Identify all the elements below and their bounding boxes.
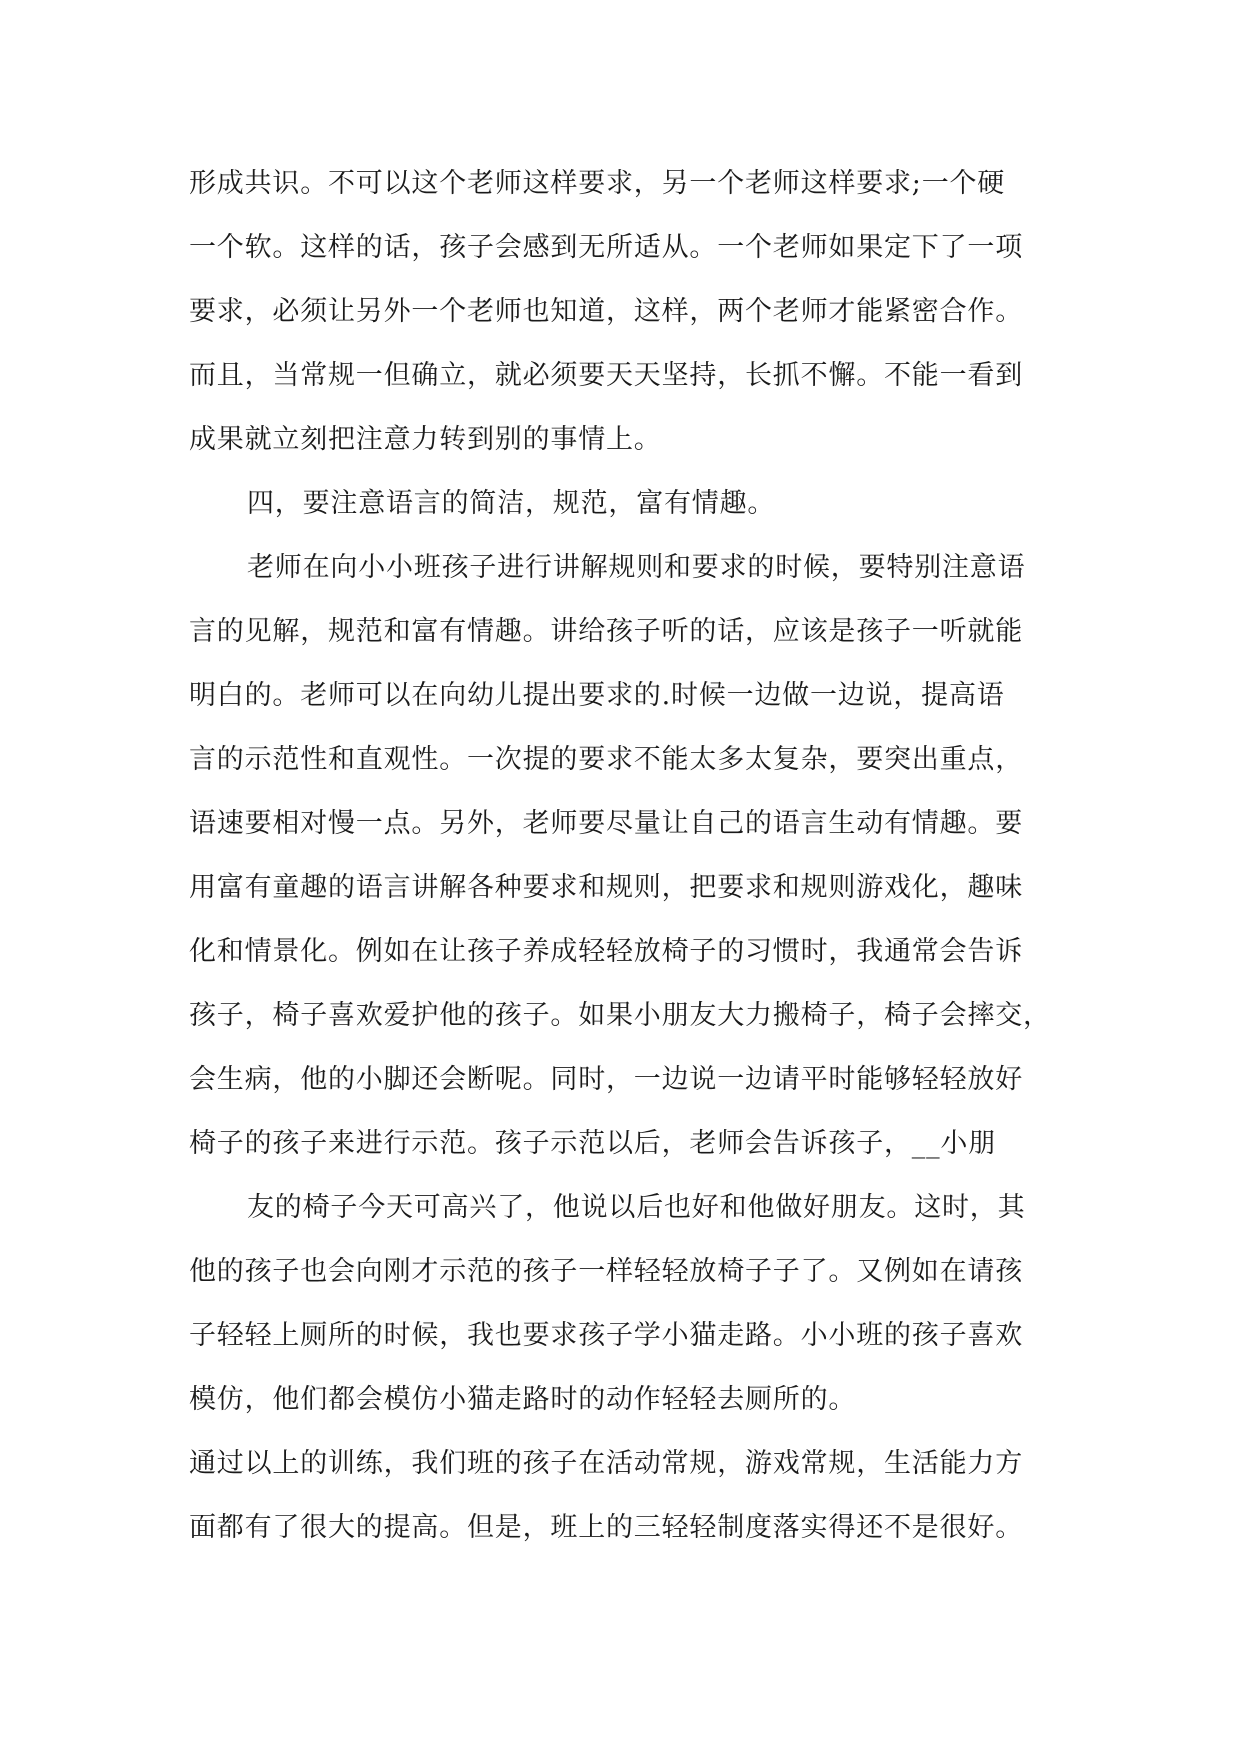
text-line: 言的示范性和直观性。一次提的要求不能太多太复杂，要突出重点，	[189, 744, 1023, 775]
text-line: 椅子的孩子来进行示范。孩子示范以后，老师会告诉孩子，__小朋	[189, 1128, 996, 1159]
body-text	[189, 152, 1089, 1560]
text-line: 他的孩子也会向刚才示范的孩子一样轻轻放椅子子了。又例如在请孩	[189, 1256, 1023, 1287]
text-line: 要求，必须让另外一个老师也知道，这样，两个老师才能紧密合作。	[189, 296, 1023, 327]
text-line: 言的见解，规范和富有情趣。讲给孩子听的话，应该是孩子一听就能	[189, 616, 1023, 647]
text-line: 形成共识。不可以这个老师这样要求，另一个老师这样要求;一个硬	[189, 168, 1006, 199]
text-line: 而且，当常规一但确立，就必须要天天坚持，长抓不懈。不能一看到	[189, 360, 1023, 391]
text-line: 模仿，他们都会模仿小猫走路时的动作轻轻去厕所的。	[189, 1384, 857, 1415]
text-line: 老师在向小小班孩子进行讲解规则和要求的时候，要特别注意语	[247, 552, 1026, 583]
text-line: 子轻轻上厕所的时候，我也要求孩子学小猫走路。小小班的孩子喜欢	[189, 1320, 1023, 1351]
text-line: 友的椅子今天可高兴了，他说以后也好和他做好朋友。这时，其	[247, 1192, 1026, 1223]
text-line: 语速要相对慢一点。另外，老师要尽量让自己的语言生动有情趣。要	[189, 808, 1023, 839]
text-line: 通过以上的训练，我们班的孩子在活动常规，游戏常规，生活能力方	[189, 1448, 1023, 1479]
text-line: 会生病，他的小脚还会断呢。同时，一边说一边请平时能够轻轻放好	[189, 1064, 1023, 1095]
text-line: 面都有了很大的提高。但是，班上的三轻轻制度落实得还不是很好。	[189, 1512, 1023, 1543]
text-line: 用富有童趣的语言讲解各种要求和规则，把要求和规则游戏化，趣味	[189, 872, 1023, 903]
text-line: 成果就立刻把注意力转到别的事情上。	[189, 424, 662, 455]
text-line: 四，要注意语言的简洁，规范，富有情趣。	[247, 488, 776, 519]
text-line: 孩子，椅子喜欢爱护他的孩子。如果小朋友大力搬椅子，椅子会摔交，	[189, 1000, 1051, 1031]
text-line: 明白的。老师可以在向幼儿提出要求的.时候一边做一边说，提高语	[189, 680, 1005, 711]
text-line: 化和情景化。例如在让孩子养成轻轻放椅子的习惯时，我通常会告诉	[189, 936, 1023, 967]
text-line: 一个软。这样的话，孩子会感到无所适从。一个老师如果定下了一项	[189, 232, 1023, 263]
